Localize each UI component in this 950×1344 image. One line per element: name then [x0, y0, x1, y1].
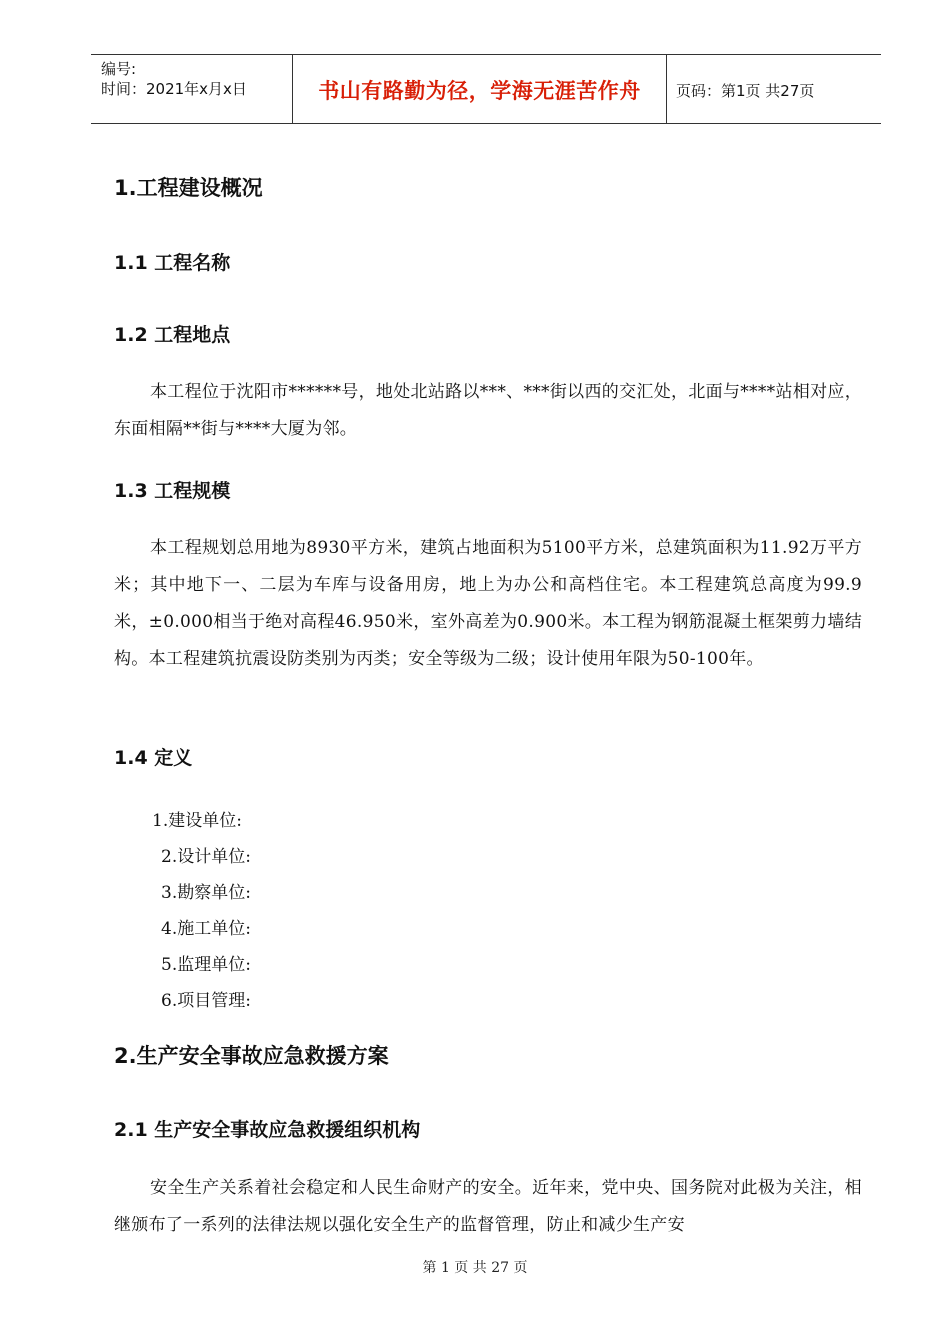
page-header	[91, 54, 881, 124]
document-time-label: 时间：2021年x月x日	[101, 80, 247, 98]
header-motto: 书山有路勤为径，学海无涯苦作舟	[318, 79, 641, 103]
list-item: 4.施工单位:	[161, 919, 251, 939]
section-2-title: 2.生产安全事故应急救援方案	[114, 1044, 389, 1068]
header-motto-cell	[292, 55, 667, 123]
document-number-label: 编号:	[101, 60, 137, 78]
section-1-2-paragraph: 本工程位于沈阳市******号，地处北站路以***、***街以西的交汇处，北面与****站相对应，东面相隔**街与****大厦为邻。	[114, 382, 862, 439]
section-1-3-title: 1.3 工程规模	[114, 480, 231, 502]
header-page-info: 页码：第1页 共27页	[676, 82, 815, 100]
header-meta	[91, 55, 292, 123]
section-1-4-title: 1.4 定义	[114, 747, 193, 769]
page-footer: 第 1 页 共 27 页	[422, 1260, 528, 1276]
list-item: 2.设计单位:	[161, 847, 251, 867]
header-page-cell	[666, 55, 881, 123]
list-item: 6.项目管理:	[161, 991, 251, 1011]
section-2-1-title: 2.1 生产安全事故应急救援组织机构	[114, 1119, 421, 1141]
section-1-title: 1.工程建设概况	[114, 176, 263, 200]
list-item: 1.建设单位:	[152, 811, 242, 831]
section-1-2-title: 1.2 工程地点	[114, 324, 231, 346]
section-2-1-paragraph: 安全生产关系着社会稳定和人民生命财产的安全。近年来，党中央、国务院对此极为关注，相继颁布了一系列的法律法规以强化安全生产的监督管理，防止和减少生产安	[114, 1178, 862, 1235]
section-1-1-title: 1.1 工程名称	[114, 252, 231, 274]
section-1-3-paragraph: 本工程规划总用地为8930平方米，建筑占地面积为5100平方米，总建筑面积为11.92万平方米；其中地下一、二层为车库与设备用房，地上为办公和高档住宅。本工程建筑总高度为99.9米，±0.000相当于绝对高程46.950米，室外高差为0.900米。本工程为钢筋混凝土框架剪力墙结构。本工程建筑抗震设防类别为丙类；安全等级为二级；设计使用年限为50-100年。	[114, 538, 862, 669]
list-item: 3.勘察单位:	[161, 883, 251, 903]
list-item: 5.监理单位:	[161, 955, 251, 975]
